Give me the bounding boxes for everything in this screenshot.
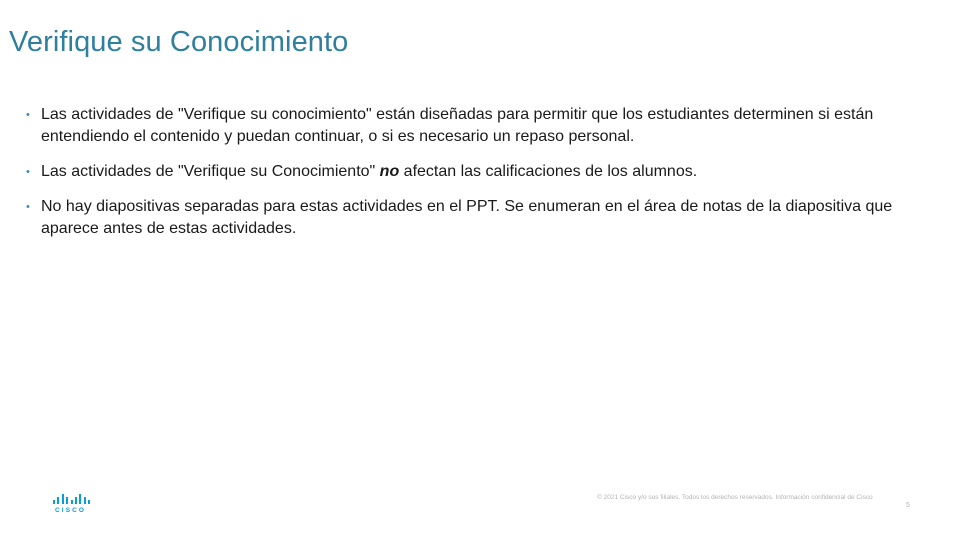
bullet-marker: • xyxy=(26,166,30,178)
cisco-logo xyxy=(52,494,92,516)
cisco-bars-icon xyxy=(53,494,90,504)
slide-title: Verifique su Conocimiento xyxy=(9,26,349,58)
bullet-item xyxy=(26,196,926,240)
bullet-marker: • xyxy=(26,201,30,213)
cisco-logo-text: CISCO xyxy=(55,507,87,514)
bullet-text: Las actividades de "Verifique su Conocimiento" xyxy=(41,163,380,180)
bullet-item xyxy=(26,161,926,183)
bullet-text: No hay diapositivas separadas para estas actividades en el PPT. Se enumeran en el área de notas de la diapositiva que aparece antes de estas actividades. xyxy=(41,198,893,237)
bullet-text: Las actividades de "Verifique su conocimiento" están diseñadas para permitir que los estudiantes determinen si están entendiendo el contenido y puedan continuar, o si es necesario un repaso personal. xyxy=(41,106,874,145)
bullet-emphasis: no xyxy=(379,163,400,180)
bullet-text: afectan las calificaciones de los alumnos. xyxy=(399,163,698,180)
page-number: 5 xyxy=(906,502,910,509)
bullet-marker: • xyxy=(26,109,30,121)
bullet-list xyxy=(26,104,926,253)
footer-copyright: © 2021 Cisco y/o sus filiales. Todos los derechos reservados. Información confidencial de Cisco xyxy=(597,494,873,501)
bullet-item xyxy=(26,104,926,148)
